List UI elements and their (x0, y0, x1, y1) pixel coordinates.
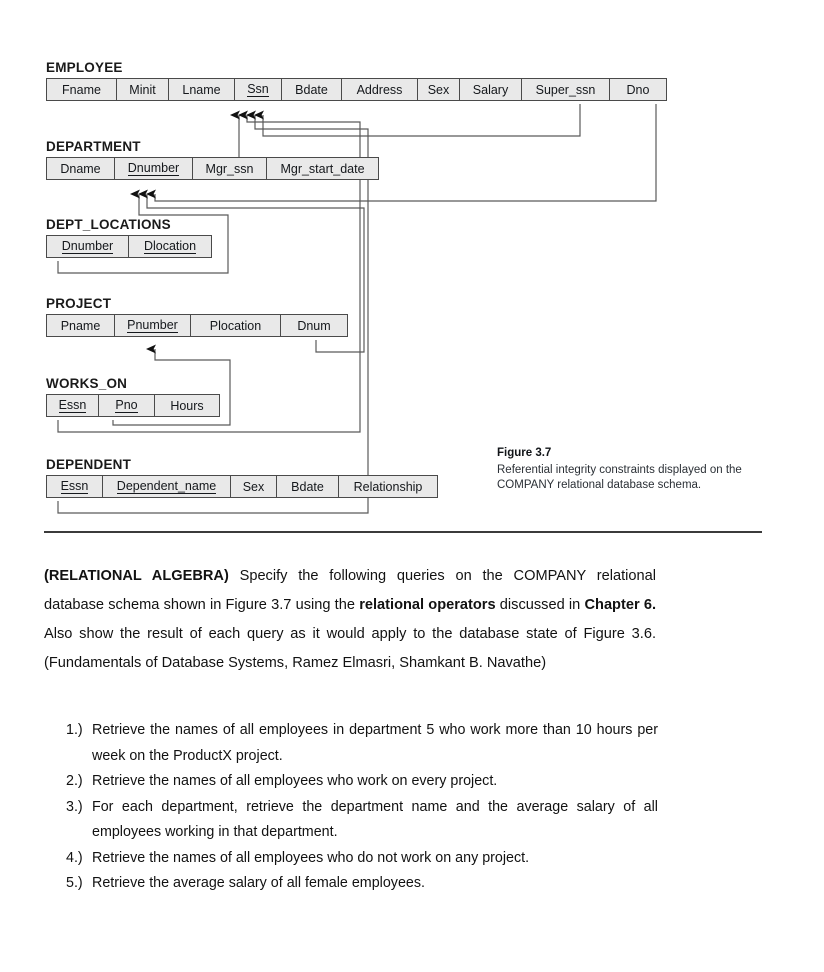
list-item-number: 3.) (66, 798, 83, 815)
list-item-text: Retrieve the names of all employees in department 5 who work more than 10 hours per week on the ProductX project. (92, 722, 658, 764)
relation-works-on (46, 376, 220, 417)
attribute-relationship[interactable]: Relationship (339, 476, 437, 497)
attribute-lname[interactable]: Lname (169, 79, 235, 100)
fk-superssn-to-ssn (263, 104, 580, 136)
list-item-number: 1.) (66, 722, 83, 738)
relation-project (46, 296, 348, 337)
attribute-hours[interactable]: Hours (155, 395, 219, 416)
attribute-pname[interactable]: Pname (47, 315, 115, 336)
figure-caption (497, 446, 767, 494)
list-item (66, 846, 658, 872)
attribute-deptloc-dnumber[interactable]: Dnumber (47, 236, 129, 257)
relation-dependent (46, 457, 438, 498)
relation-name-project: PROJECT (46, 296, 112, 311)
attribute-sex[interactable]: Sex (418, 79, 460, 100)
relation-name-dependent: DEPENDENT (46, 457, 132, 472)
relation-employee (46, 60, 667, 101)
attribute-super-ssn[interactable]: Super_ssn (522, 79, 610, 100)
attribute-dependent-sex[interactable]: Sex (231, 476, 277, 497)
prose-part1: Specify the following queries on the COMPANY relational database schema shown in Figure 3.7 using the (44, 568, 656, 613)
attribute-pno[interactable]: Pno (99, 395, 155, 416)
list-item (66, 795, 658, 846)
list-item-text: Retrieve the names of all employees who work on every project. (92, 773, 498, 789)
question-paragraph (44, 562, 656, 678)
attribute-dnum[interactable]: Dnum (281, 315, 347, 336)
relation-name-department: DEPARTMENT (46, 139, 141, 154)
relation-name-works-on: WORKS_ON (46, 376, 128, 391)
list-item-number: 5.) (66, 875, 83, 891)
figure-caption-title: Figure 3.7 (497, 447, 552, 459)
attribute-row-dependent (46, 475, 438, 498)
list-item-text: Retrieve the names of all employees who do not work on any project. (92, 849, 530, 866)
attribute-dependent-essn[interactable]: Essn (47, 476, 103, 497)
attribute-row-dept-locations (46, 235, 212, 258)
list-item (66, 769, 658, 795)
list-item-number: 4.) (66, 849, 83, 866)
attribute-dname[interactable]: Dname (47, 158, 115, 179)
attribute-workson-essn[interactable]: Essn (47, 395, 99, 416)
query-list (66, 718, 658, 897)
prose-part3: Also show the result of each query as it would apply to the database state of Figure 3.6. (Fundamentals of Database Systems, Ramez Elmasri, Shamkant B. Navathe) (44, 626, 656, 671)
attribute-bdate[interactable]: Bdate (282, 79, 342, 100)
relation-name-employee: EMPLOYEE (46, 60, 123, 75)
figure-caption-body: Referential integrity constraints displayed on the COMPANY relational database schema. (497, 463, 742, 491)
attribute-dlocation[interactable]: Dlocation (129, 236, 211, 257)
relation-department (46, 139, 379, 180)
prose-lead-bold: (RELATIONAL ALGEBRA) (44, 568, 229, 584)
attribute-mgr-start-date[interactable]: Mgr_start_date (267, 158, 378, 179)
attribute-salary[interactable]: Salary (460, 79, 522, 100)
relation-dept-locations (46, 217, 212, 258)
attribute-plocation[interactable]: Plocation (191, 315, 281, 336)
attribute-row-department (46, 157, 379, 180)
attribute-fname[interactable]: Fname (47, 79, 117, 100)
attribute-ssn[interactable]: Ssn (235, 79, 282, 100)
attribute-mgr-ssn[interactable]: Mgr_ssn (193, 158, 267, 179)
horizontal-divider (44, 531, 762, 533)
prose-bold1: relational operators (359, 597, 496, 613)
attribute-row-works-on (46, 394, 220, 417)
attribute-dnumber[interactable]: Dnumber (115, 158, 193, 179)
attribute-dependent-bdate[interactable]: Bdate (277, 476, 339, 497)
attribute-dependent-name[interactable]: Dependent_name (103, 476, 231, 497)
list-item-text: For each department, retrieve the department name and the average salary of all employees working in that department. (92, 798, 658, 840)
list-item (66, 718, 658, 769)
list-item-number: 2.) (66, 773, 83, 789)
attribute-row-employee (46, 78, 667, 101)
relation-name-dept-locations: DEPT_LOCATIONS (46, 217, 171, 232)
list-item-text: Retrieve the average salary of all female employees. (92, 875, 425, 891)
attribute-minit[interactable]: Minit (117, 79, 169, 100)
prose-bold2: Chapter 6. (584, 597, 657, 613)
attribute-row-project (46, 314, 348, 337)
attribute-pnumber[interactable]: Pnumber (115, 315, 191, 336)
attribute-address[interactable]: Address (342, 79, 418, 100)
question-prose-block (44, 562, 656, 678)
attribute-dno[interactable]: Dno (610, 79, 666, 100)
list-item (66, 871, 658, 897)
prose-part2: discussed in (495, 597, 585, 613)
